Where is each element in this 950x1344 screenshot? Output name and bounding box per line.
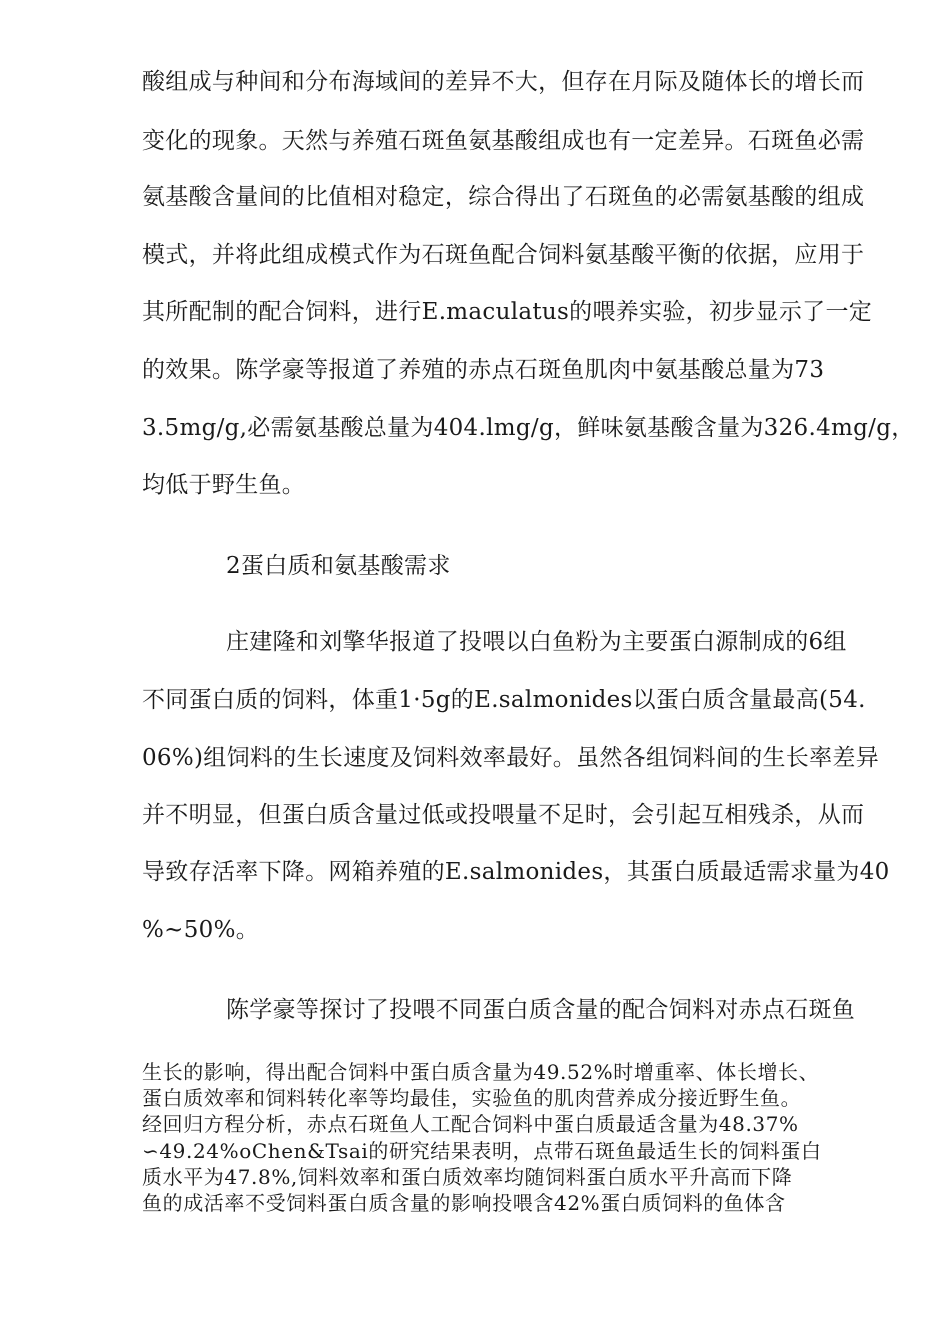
paragraph-3-line: ∽49.24%oChen&Tsai的研究结果表明，点带石斑鱼最适生长的饲料蛋白 (142, 1139, 822, 1163)
paragraph-3-line: 质水平为47.8%,饲料效率和蛋白质效率均随饲料蛋白质水平升高而下降 (142, 1165, 793, 1189)
paragraph-3-line: 蛋白质效率和饲料转化率等均最佳，实验鱼的肌肉营养成分接近野生鱼。 (142, 1086, 802, 1110)
paragraph-3-first-line: 陈学豪等探讨了投喂不同蛋白质含量的配合饲料对赤点石斑鱼 (226, 997, 856, 1023)
paragraph-3-line: 生长的影响，得出配合饲料中蛋白质含量为49.52%时增重率、体长增长、 (142, 1060, 820, 1084)
paragraph-2-line: 06%)组饲料的生长速度及饲料效率最好。虽然各组饲料间的生长率差异 (142, 745, 879, 771)
paragraph-2-line: 并不明显，但蛋白质含量过低或投喂量不足时，会引起互相残杀，从而 (142, 802, 865, 828)
paragraph-1-line: 变化的现象。天然与养殖石斑鱼氨基酸组成也有一定差异。石斑鱼必需 (142, 128, 865, 154)
paragraph-2-line: 庄建隆和刘擎华报道了投喂以白鱼粉为主要蛋白源制成的6组 (226, 629, 847, 655)
paragraph-3-line: 鱼的成活率不受饲料蛋白质含量的影响投喂含42%蛋白质饲料的鱼体含 (142, 1191, 786, 1215)
paragraph-1-line: 3.5mg/g,必需氨基酸总量为404.lmg/g，鲜味氨基酸含量为326.4mg/g， (142, 415, 915, 441)
paragraph-2-line: %~50%。 (142, 917, 260, 943)
paragraph-1-line: 酸组成与种间和分布海域间的差异不大，但存在月际及随体长的增长而 (142, 69, 865, 95)
paragraph-1-line: 其所配制的配合饲料，进行E.maculatus的喂养实验，初步显示了一定 (142, 299, 873, 325)
paragraph-1-line: 均低于野生鱼。 (142, 472, 306, 498)
paragraph-2-line: 不同蛋白质的饲料，体重1·5g的E.salmonides以蛋白质含量最高(54. (142, 687, 866, 713)
paragraph-1-line: 的效果。陈学豪等报道了养殖的赤点石斑鱼肌肉中氨基酸总量为73 (142, 357, 825, 383)
paragraph-1-line: 氨基酸含量间的比值相对稳定，综合得出了石斑鱼的必需氨基酸的组成 (142, 184, 865, 210)
paragraph-3-line: 经回归方程分析，赤点石斑鱼人工配合饲料中蛋白质最适含量为48.37% (142, 1112, 799, 1136)
paragraph-2-line: 导致存活率下降。网箱养殖的E.salmonides，其蛋白质最适需求量为40 (142, 859, 890, 885)
paragraph-1-line: 模式，并将此组成模式作为石斑鱼配合饲料氨基酸平衡的依据，应用于 (142, 242, 865, 268)
section-heading: 2蛋白质和氨基酸需求 (226, 553, 451, 579)
